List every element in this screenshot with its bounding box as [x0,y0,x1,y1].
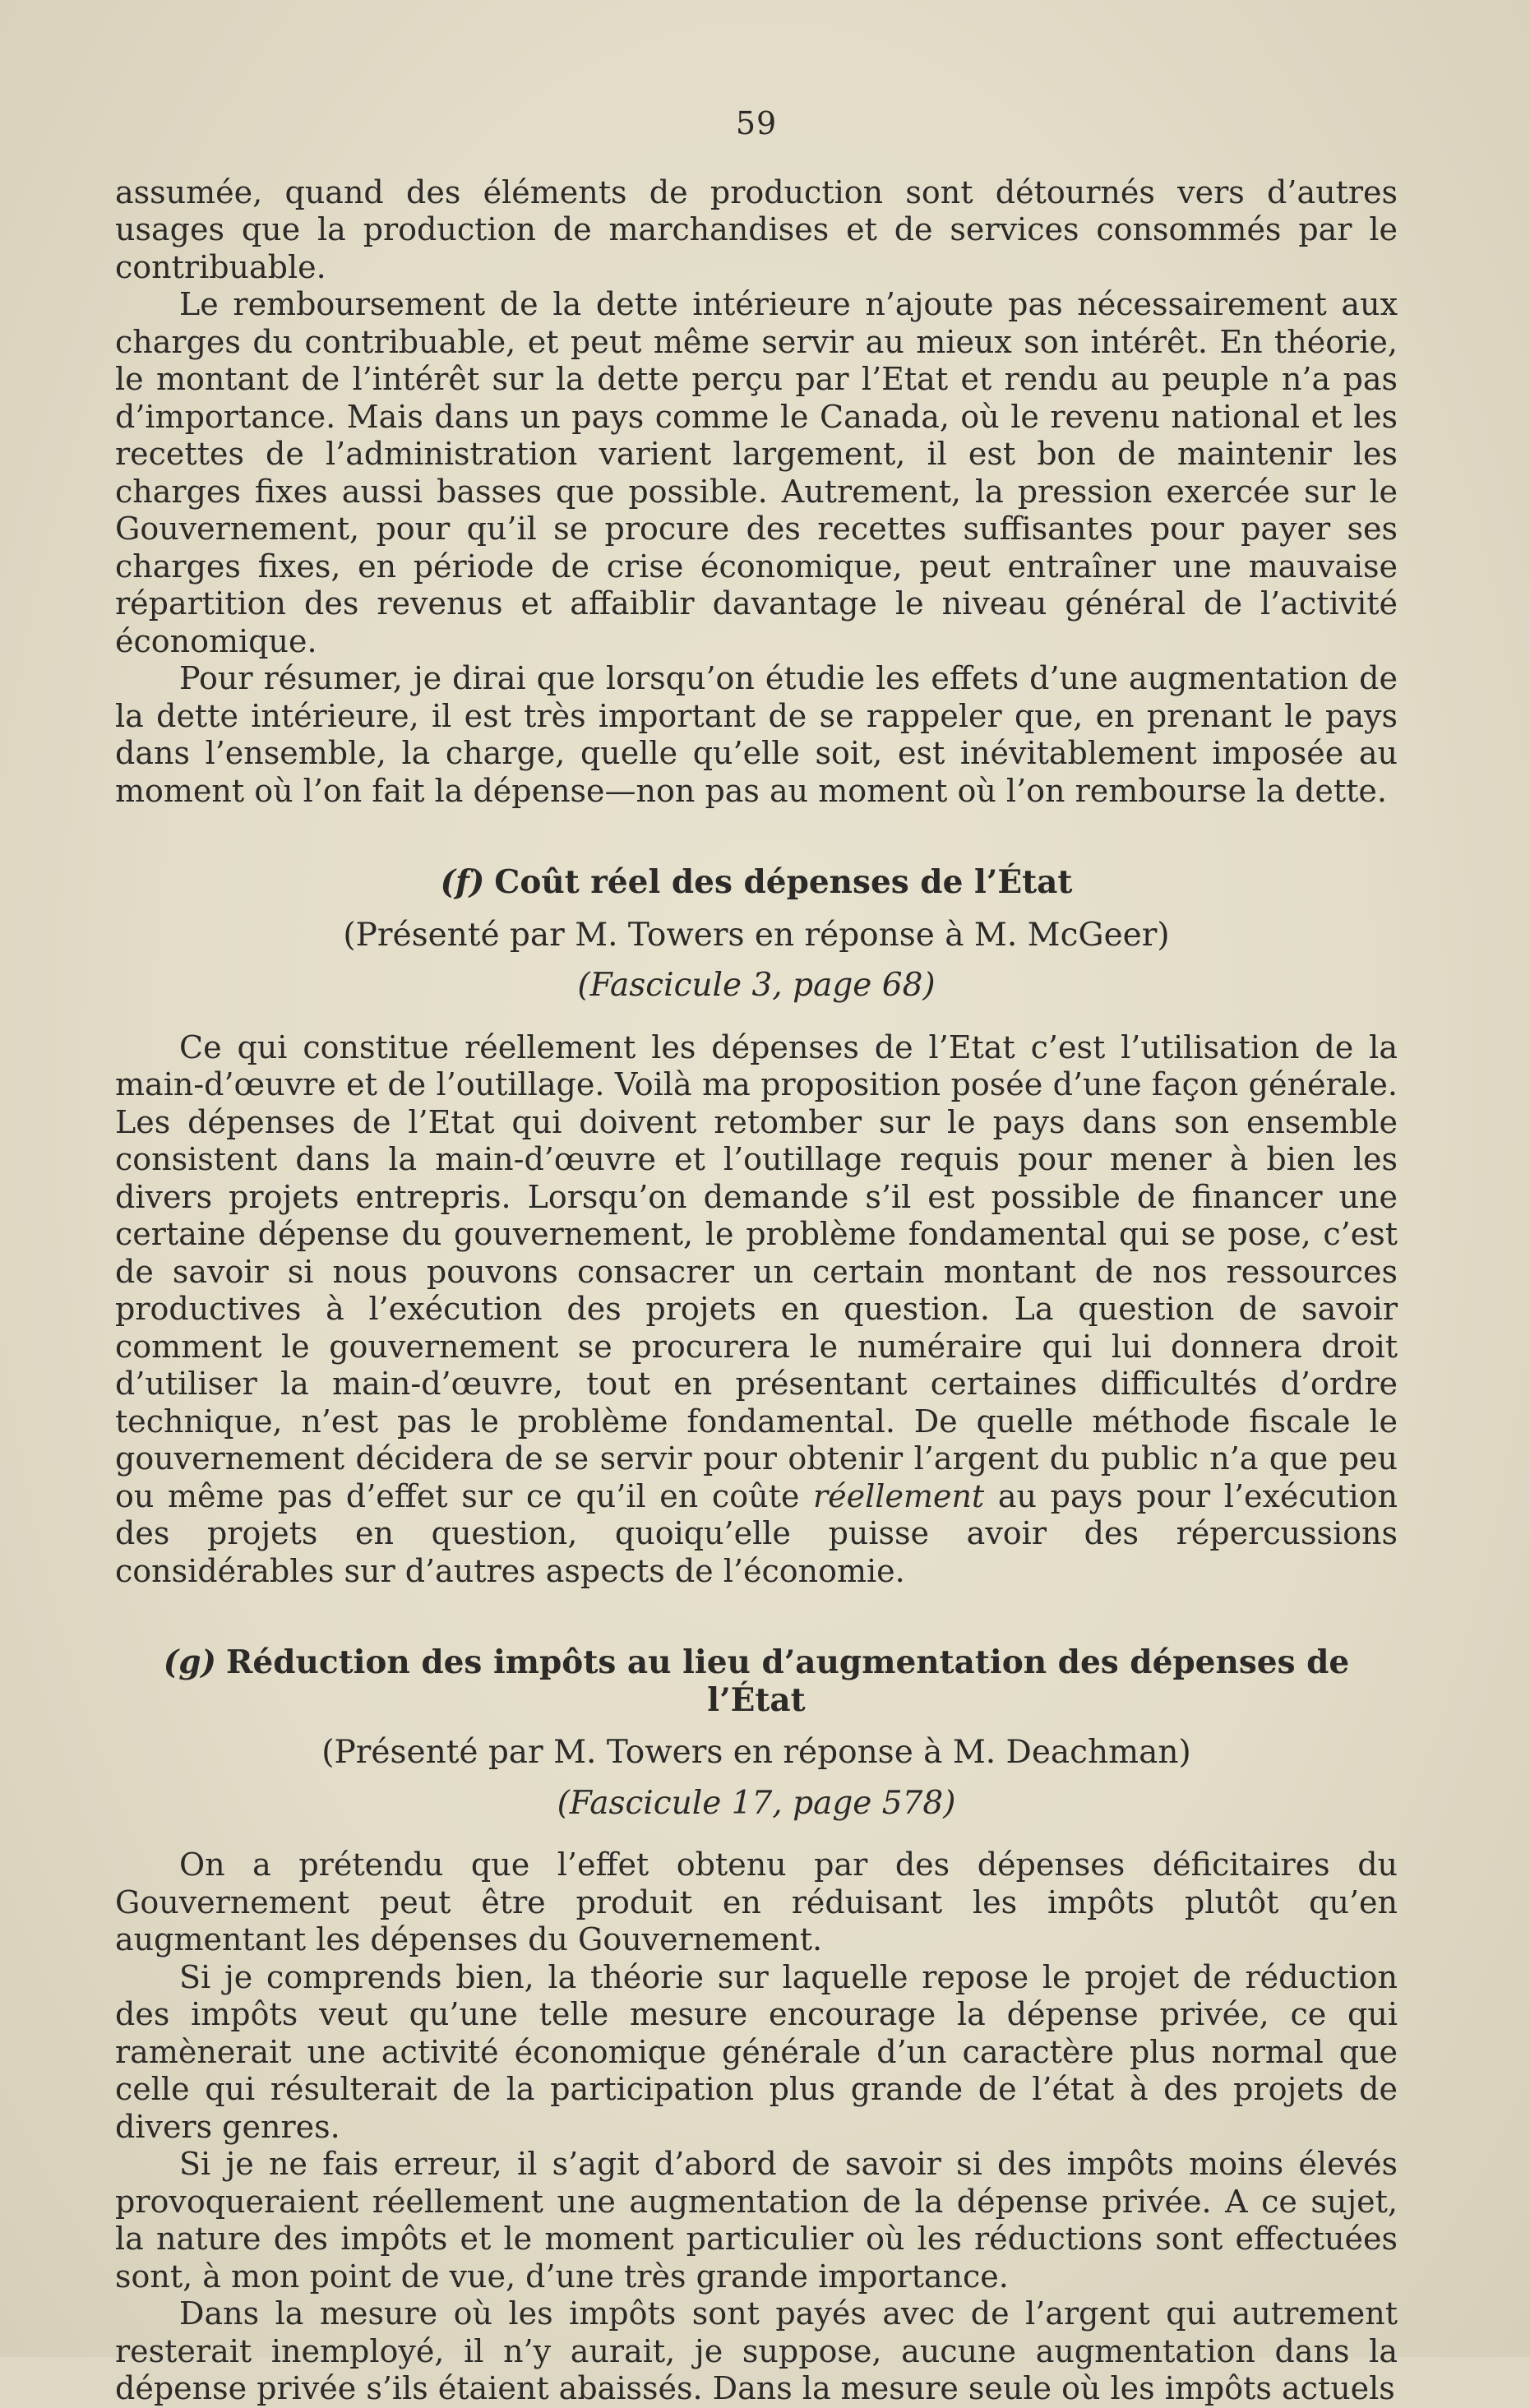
page-number: 59 [735,105,778,141]
page-content [115,99,1398,2408]
paragraph-f-1 [115,1029,1398,1591]
paragraph-intro-2: Le remboursement de la dette intérieure n’ajoute pas nécessairement aux charges du contribuable, et peut même servir au mieux son intérêt. En théorie, le montant de l’intérêt sur la dette perçu par l’Etat et rendu au peuple n’a pas d’importance. Mais dans un pays comme le Canada, où le revenu national et les recettes de l’administration varient largement, il est bon de maintenir les charges fixes aussi basses que possible. Autrement, la pression exercée sur le Gouvernement, pour qu’il se procure des recettes suffisantes pour payer ses charges fixes, en période de crise économique, peut entraîner une mauvaise répartition des revenus et affaiblir davantage le niveau général de l’activité économique. [115,286,1398,659]
section-g-letter: (g) [163,1643,216,1681]
section-f-letter: (f) [440,863,485,901]
section-f-presented: (Présenté par M. Towers en réponse à M. McGeer) [343,916,1170,954]
section-f-title: Coût réel des dépenses de l’État [494,863,1073,901]
paragraph-g-3: Si je ne fais erreur, il s’agit d’abord de savoir si des impôts moins élevés provoqueraient réellement une augmentation de la dépense privée. A ce sujet, la nature des impôts et le moment particulier où les réductions sont effectuées sont, à mon point de vue, d’une très grande importance. [115,2146,1398,2295]
paragraph-f-1-text-b: au pays pour l’exécution des projets en question, quoiqu’elle puisse avoir des répercussions considérables sur d’autres aspects de l’économie. [115,1477,1398,1589]
paragraph-intro-3: Pour résumer, je dirai que lorsqu’on étudie les effets d’une augmentation de la dette intérieure, il est très important de se rappeler que, en prenant le pays dans l’ensemble, la charge, quelle qu’elle soit, est inévitablement imposée au moment où l’on fait la dépense—non pas au moment où l’on rembourse la dette. [115,660,1398,809]
paragraph-f-1-text-a: Ce qui constitue réellement les dépenses de l’Etat c’est l’utilisation de la main-d’œuvre et de l’outillage. Voilà ma proposition posée d’une façon générale. Les dépenses de l’Etat qui doivent retomber sur le pays dans son ensemble consistent dans la main-d’œuvre et l’outillage requis pour mener à bien les divers projets entrepris. Lorsqu’on demande s’il est possible de financer une certaine dépense du gouvernement, le problème fondamental qui se pose, c’est de savoir si nous pouvons consacrer un certain montant de nos ressources productives à l’exécution des projets en question. La question de savoir comment le gouvernement se procurera le numéraire qui lui donnera droit d’utiliser la main-d’œuvre, tout en présentant certaines difficultés d’ordre technique, n’est pas le problème fondamental. De quelle méthode fiscale le gouvernement décidera de se servir pour obtenir l’argent du public n’a que peu ou même pas d’effet sur ce qu’il en coûte [115,1028,1398,1514]
paragraph-intro-1: assumée, quand des éléments de production sont détournés vers d’autres usages que la production de marchandises et de services consommés par le contribuable. [115,173,1398,285]
paragraph-g-2: Si je comprends bien, la théorie sur laquelle repose le projet de réduction des impôts veut qu’une telle mesure encourage la dépense privée, ce qui ramènerait une activité économique générale d’un caractère plus normal que celle qui résulterait de la participation plus grande de l’état à des projets de divers genres. [115,1958,1398,2145]
section-g-fascicule: (Fascicule 17, page 578) [557,1784,956,1822]
paragraph-g-1: On a prétendu que l’effet obtenu par des dépenses déficitaires du Gouvernement peut être produit en réduisant les impôts plutôt qu’en augmentant les dépenses du Gouvernement. [115,1846,1398,1957]
section-g-presented: (Présenté par M. Towers en réponse à M. Deachman) [321,1734,1191,1771]
paragraph-f-1-emphasis: réellement [813,1477,985,1514]
section-g-title: Réduction des impôts au lieu d’augmentation des dépenses de l’État [225,1643,1350,1719]
section-g-heading [115,1644,1398,1719]
section-f-heading [115,864,1398,902]
paragraph-g-4: Dans la mesure où les impôts sont payés avec de l’argent qui autrement resterait inemployé, il n’y aurait, je suppose, aucune augmentation dans la dépense privée s’ils étaient abaissés. Dans la mesure seule où les impôts actuels [115,2295,1398,2406]
section-f-fascicule: (Fascicule 3, page 68) [577,967,936,1004]
